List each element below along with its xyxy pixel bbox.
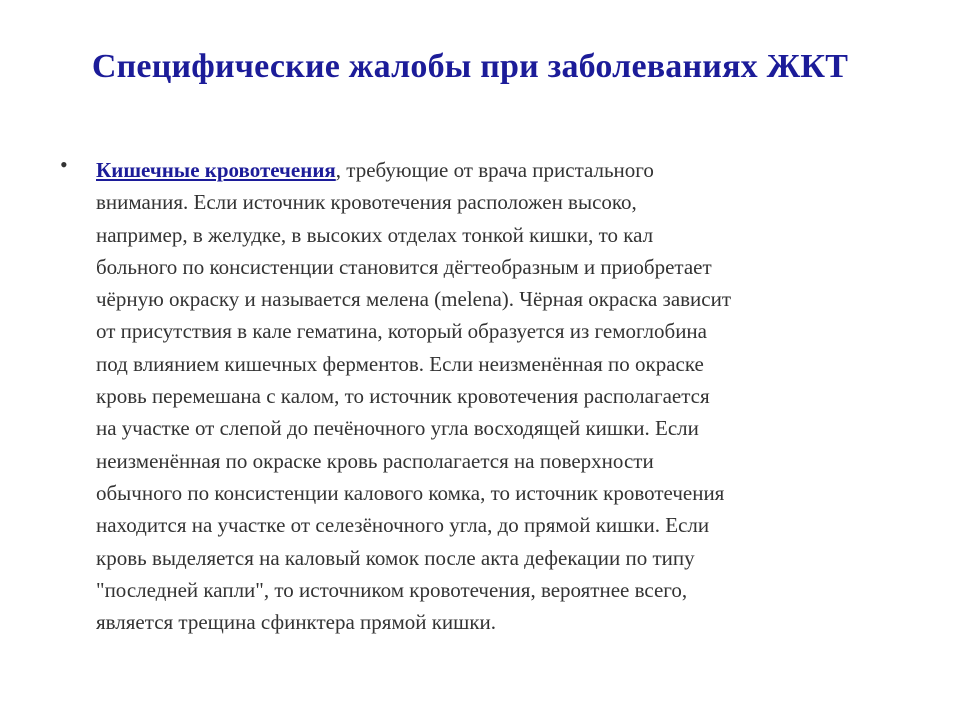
- first-line-rest: , требующие от врача пристального: [335, 158, 654, 182]
- paragraph-line-first: [96, 154, 926, 186]
- paragraph-line: "последней капли", то источником кровотечения, вероятнее всего,: [96, 577, 688, 602]
- paragraph-line: под влиянием кишечных ферментов. Если неизменённая по окраске: [96, 351, 704, 376]
- paragraph-line: неизменённая по окраске кровь располагается на поверхности: [96, 448, 654, 473]
- term-intestinal-bleeding: Кишечные кровотечения: [96, 158, 336, 182]
- paragraph-line: чёрную окраску и называется мелена (melena). Чёрная окраска зависит: [96, 287, 732, 312]
- paragraph-line: кровь перемешана с калом, то источник кровотечения располагается: [96, 384, 710, 409]
- bullet-marker: •: [60, 152, 68, 177]
- slide-title: Специфические жалобы при заболеваниях ЖКТ: [91, 48, 849, 85]
- paragraph-line: находится на участке от селезёночного угла, до прямой кишки. Если: [96, 513, 710, 538]
- paragraph-line: внимания. Если источник кровотечения расположен высоко,: [96, 190, 637, 215]
- paragraph-line: кровь выделяется на каловый комок после акта дефекации по типу: [96, 545, 695, 570]
- paragraph-line: обычного по консистенции калового комка, то источник кровотечения: [96, 480, 725, 505]
- paragraph-line: на участке от слепой до печёночного угла восходящей кишки. Если: [96, 416, 699, 441]
- paragraph-line: от присутствия в кале гематина, который образуется из гемоглобина: [96, 319, 707, 344]
- paragraph-line: больного по консистенции становится дёгтеобразным и приобретает: [96, 254, 712, 279]
- paragraph-line: например, в желудке, в высоких отделах тонкой кишки, то кал: [96, 222, 654, 247]
- bullet-paragraph: [96, 154, 926, 638]
- paragraph-line: является трещина сфинктера прямой кишки.: [96, 610, 497, 635]
